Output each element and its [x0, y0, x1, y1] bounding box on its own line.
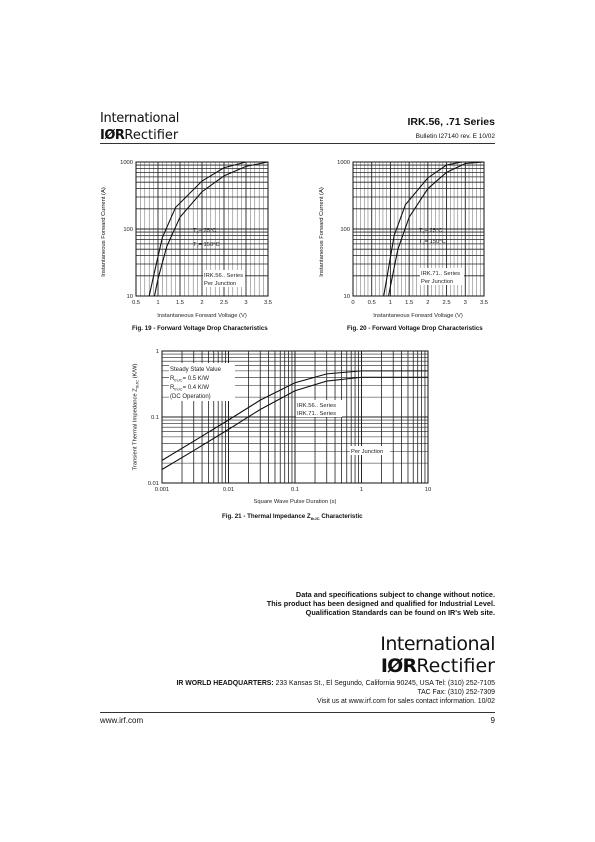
fig21-steady-label: Steady State Value [170, 367, 221, 373]
fig20-xtick: 2.5 [442, 300, 451, 306]
rectifier-word: Rectifier [124, 128, 179, 143]
fig19-tj150-label [193, 242, 220, 249]
notice-line-2: This product has been designed and qualified for Industrial Level. [266, 599, 495, 608]
fig21-xlabel: Square Wave Pulse Duration (s) [253, 499, 337, 505]
fig20-ytick: 10 [343, 294, 350, 300]
fig19-ytick: 1000 [120, 160, 133, 166]
hq-address: 233 Kansas St., El Segundo, California 90245, USA Tel: (310) 252-7105 [273, 680, 495, 687]
hq-line [95, 679, 495, 688]
fig19-xtick: 0.5 [131, 300, 141, 306]
fig19-tj25-label [193, 228, 217, 235]
fig20-xtick: 0 [351, 300, 355, 306]
fig21-ytick: 0.01 [147, 481, 159, 487]
fig21-caption: Fig. 21 - Thermal Impedance $Z_{thJC}$ Characteristic [222, 513, 363, 522]
fig19-junction-label: Per Junction [204, 281, 237, 287]
fig19-xtick: 2 [200, 300, 204, 306]
svg-text:TJ= 25°C: $T_J= 25^\circ C$ [419, 228, 443, 235]
fig21-s56-label: IRK.56.. Series [297, 403, 336, 409]
footer-logo-rectifier [381, 655, 495, 677]
footer-logo-international: International [380, 633, 495, 655]
fig20-xtick: 0.5 [367, 300, 376, 306]
fig21-xtick: 0.1 [290, 487, 300, 493]
fig19-ytick: 10 [126, 294, 133, 300]
fig19-xtick: 3.5 [263, 300, 273, 306]
fig20-xlabel: Instantaneous Forward Voltage (V) [373, 313, 463, 319]
fig21-xtick: 1 [359, 487, 364, 493]
bulletin-number: Bulletin I27140 rev. E 10/02 [415, 133, 495, 140]
fig19-series-label: IRK.56.. Series [204, 273, 243, 279]
fig21-s71-label: IRK.71.. Series [297, 411, 336, 417]
svg-text:TJ= 25°C: $T_J= 25^\circ C$ [193, 228, 217, 235]
fig19-xlabel: Instantaneous Forward Voltage (V) [157, 313, 247, 319]
footer-rule [100, 712, 495, 713]
fig20-series-label: IRK.71.. Series [421, 271, 460, 277]
fig21-ytick: 0.1 [150, 415, 159, 421]
footer-rectifier-word: Rectifier [416, 655, 495, 677]
fig21-xtick: 0.01 [222, 487, 235, 493]
fig20-ytick: 100 [340, 227, 350, 233]
hq-label: IR WORLD HEADQUARTERS: [176, 680, 274, 687]
fig21-xtick: 10 [424, 487, 432, 493]
page-number: 9 [490, 716, 495, 725]
fig21-ytick: 1 [155, 349, 159, 355]
fig20-tj150-label [419, 239, 446, 246]
footer-ir-logo-mark: IØR [380, 655, 417, 677]
visit-line: Visit us at www.irf.com for sales contact information. 10/02 [317, 698, 495, 705]
fig21-y-axis-title: Transient Thermal Impedance $Z_{thJC}$ (K/W) [132, 363, 140, 471]
fig19-xtick: 3 [244, 300, 248, 306]
company-logo-rectifier [100, 128, 178, 143]
fig20-xtick: 3 [463, 300, 467, 306]
fig20-caption: Fig. 20 - Forward Voltage Drop Characteristics [347, 325, 483, 332]
tac-fax: TAC Fax: (310) 252-7309 [417, 689, 495, 696]
fig20-ytick: 1000 [337, 160, 350, 166]
ir-logo-mark: IØR [100, 128, 125, 143]
fig19-chart [100, 150, 290, 340]
fig21-junction-label: Per Junction [351, 449, 384, 455]
header-rule [100, 143, 495, 144]
fig20-chart [315, 150, 505, 340]
series-title: IRK.56, .71 Series [407, 116, 495, 128]
notice-line-1: Data and specifications subject to change without notice. [295, 590, 495, 599]
fig19-xtick: 1.5 [175, 300, 185, 306]
fig20-junction-label: Per Junction [421, 279, 454, 285]
fig19-xtick: 1 [156, 300, 160, 306]
fig19-ytick: 100 [123, 227, 133, 233]
fig21-dc-label: (DC Operation) [170, 394, 211, 400]
fig20-tj25-label [419, 228, 443, 235]
fig20-xtick: 1.5 [405, 300, 414, 306]
headquarters-info [95, 679, 495, 706]
company-logo-international: International [100, 111, 180, 126]
fig20-xtick: 1 [388, 300, 393, 306]
fig19-y-axis-title: Instantaneous Forward Current (A) [101, 187, 107, 277]
fig21-r2-label: $R_{thJC}= 0.4$ K/W [170, 385, 210, 392]
fig21-r1-label: $R_{thJC}= 0.5$ K/W [170, 376, 210, 383]
fig21-chart [100, 340, 450, 510]
fig19-caption: Fig. 19 - Forward Voltage Drop Characteristics [132, 325, 268, 332]
footer-notice [267, 590, 495, 617]
fig20-y-axis-title: Instantaneous Forward Current (A) [319, 187, 325, 277]
fig20-xtick: 2 [426, 300, 430, 306]
fig19-xtick: 2.5 [219, 300, 229, 306]
fig20-xtick: 3.5 [479, 300, 489, 306]
notice-line-3: Qualification Standards can be found on IR's Web site. [305, 608, 495, 617]
svg-text:TJ= 150°C: $T_J= 150^\circ C$ [419, 239, 446, 246]
website-link[interactable]: www.irf.com [100, 716, 144, 725]
fig21-xtick: 0.001 [154, 487, 170, 493]
svg-text:TJ= 150°C: $T_J= 150^\circ C$ [193, 242, 220, 249]
